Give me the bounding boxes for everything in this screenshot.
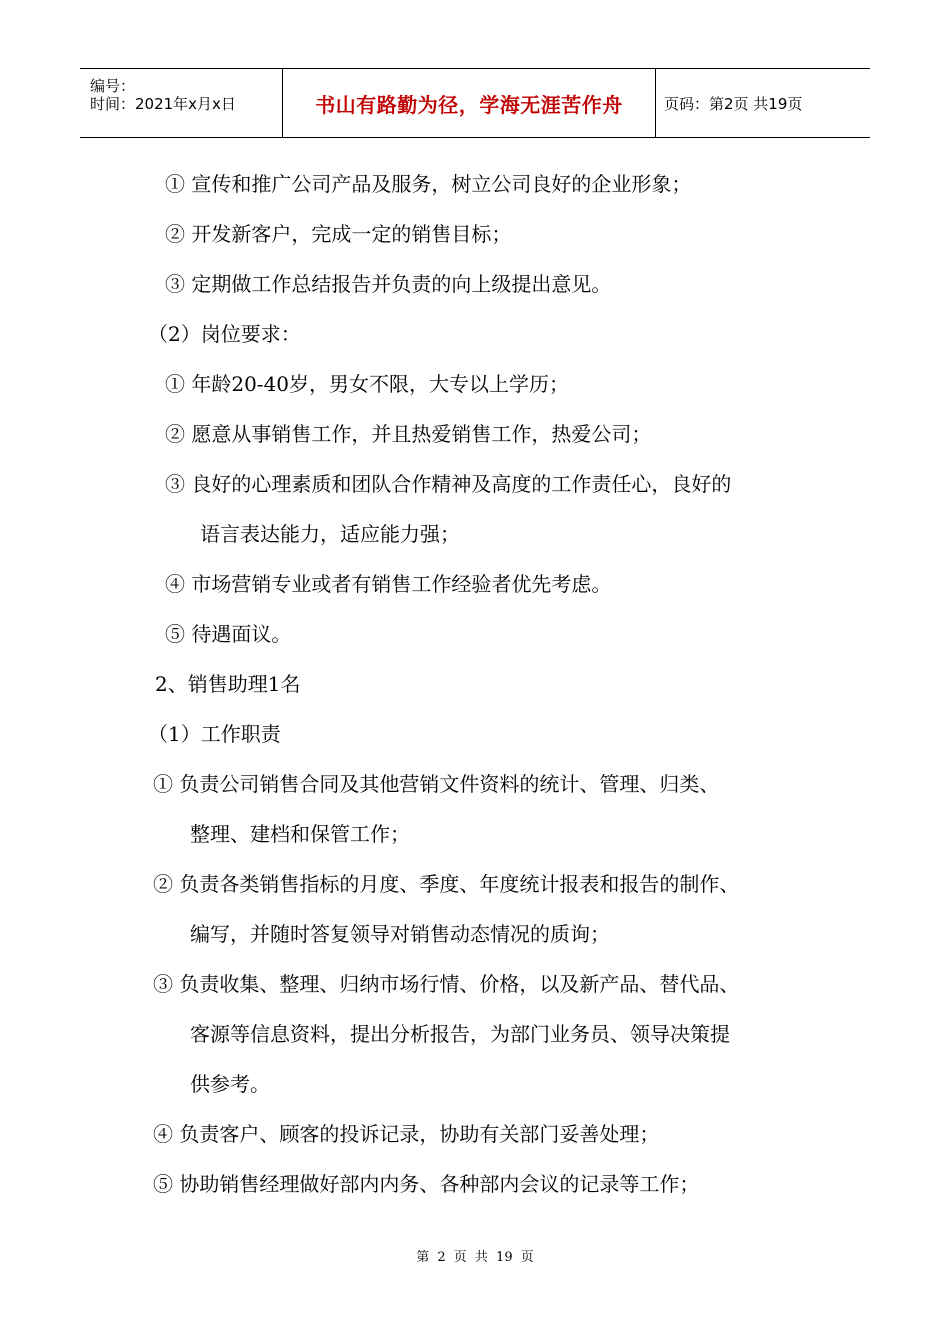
- body-line: 整理、建档和保管工作；: [190, 822, 410, 846]
- header-motto: 书山有路勤为径，学海无涯苦作舟: [282, 69, 656, 137]
- page-footer: 第 2 页 共 19 页: [416, 1250, 534, 1265]
- header-page-info: 页码：第2页 共19页: [664, 94, 803, 113]
- document-time-label: 时间：2021年x月x日: [90, 95, 236, 113]
- body-line: ③ 负责收集、整理、归纳市场行情、价格，以及新产品、替代品、: [153, 972, 740, 996]
- body-line: ② 负责各类销售指标的月度、季度、年度统计报表和报告的制作、: [153, 872, 740, 896]
- body-line: 供参考。: [190, 1072, 270, 1096]
- body-line: ③ 定期做工作总结报告并负责的向上级提出意见。: [165, 272, 612, 296]
- body-line: 编写，并随时答复领导对销售动态情况的质询；: [190, 922, 610, 946]
- body-line: 语言表达能力，适应能力强；: [200, 522, 460, 546]
- body-line: ② 开发新客户，完成一定的销售目标；: [165, 222, 512, 246]
- body-line: ① 宣传和推广公司产品及服务，树立公司良好的企业形象；: [165, 172, 692, 196]
- body-line: ① 年龄20-40岁，男女不限，大专以上学历；: [165, 372, 570, 396]
- section-heading: 2、销售助理1名: [155, 672, 301, 696]
- body-line: ④ 负责客户、顾客的投诉记录，协助有关部门妥善处理；: [153, 1122, 660, 1146]
- body-line: ② 愿意从事销售工作，并且热爱销售工作，热爱公司；: [165, 422, 652, 446]
- body-line: ⑤ 协助销售经理做好部内内务、各种部内会议的记录等工作；: [153, 1172, 700, 1196]
- body-line: ③ 良好的心理素质和团队合作精神及高度的工作责任心，良好的: [165, 472, 732, 496]
- page-header: [80, 68, 870, 138]
- body-line: 客源等信息资料，提出分析报告，为部门业务员、领导决策提: [190, 1022, 730, 1046]
- body-line: ⑤ 待遇面议。: [165, 622, 292, 646]
- body-line: （2）岗位要求：: [148, 322, 301, 346]
- document-number-label: 编号：: [90, 77, 136, 95]
- body-line: ④ 市场营销专业或者有销售工作经验者优先考虑。: [165, 572, 612, 596]
- body-line: （1）工作职责: [148, 722, 281, 746]
- header-meta: [80, 69, 282, 137]
- body-line: ① 负责公司销售合同及其他营销文件资料的统计、管理、归类、: [153, 772, 720, 796]
